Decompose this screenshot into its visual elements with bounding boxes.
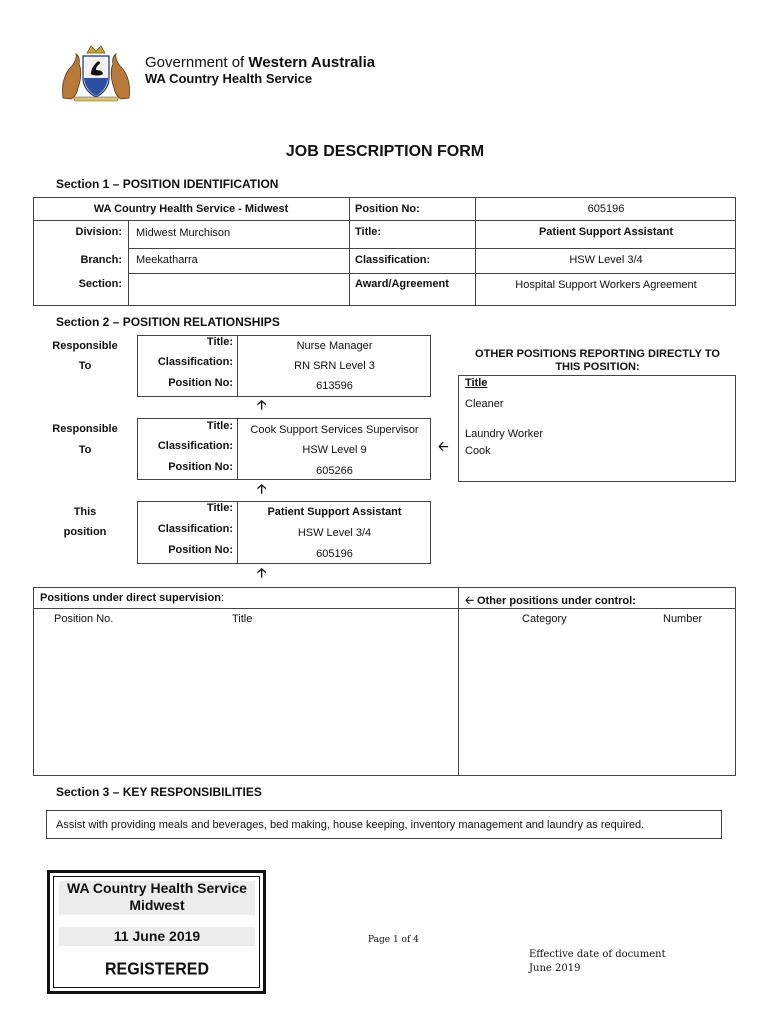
government-name bbox=[145, 54, 375, 71]
box-class-label: Classification: bbox=[157, 523, 233, 535]
branch-label: Branch: bbox=[80, 254, 122, 266]
responsibilities-text: Assist with providing meals and beverages, bed making, house keeping, inventory management and laundry as required. bbox=[56, 819, 645, 831]
other-position-item: Cleaner bbox=[465, 398, 504, 410]
box-posno-label: Position No: bbox=[168, 544, 233, 556]
col-number: Number bbox=[663, 613, 703, 625]
stamp-status: REGISTERED bbox=[104, 960, 209, 979]
government-prefix: Government of bbox=[145, 54, 249, 71]
box-posno-label: Position No: bbox=[168, 461, 233, 473]
box-class-value: HSW Level 9 bbox=[302, 444, 367, 456]
other-control-text: Other positions under control: bbox=[476, 595, 636, 607]
box-posno-value: 605266 bbox=[316, 465, 353, 477]
section2-heading: Section 2 – POSITION RELATIONSHIPS bbox=[56, 315, 280, 329]
box-title-label: Title: bbox=[206, 420, 233, 432]
table-divider bbox=[458, 587, 459, 776]
service-name: WA Country Health Service bbox=[145, 71, 313, 86]
box-posno-value: 605196 bbox=[316, 548, 353, 560]
box-title-label: Title: bbox=[206, 502, 233, 514]
award-label: Award/Agreement bbox=[355, 278, 449, 290]
box-class-label: Classification: bbox=[157, 356, 233, 368]
section-label: Section: bbox=[78, 278, 122, 290]
direct-supervision-text: Positions under direct supervision bbox=[40, 592, 221, 604]
left-arrow-icon: 🡠 bbox=[438, 439, 449, 454]
col-title: Title bbox=[232, 613, 253, 625]
classification-value: HSW Level 3/4 bbox=[569, 254, 643, 266]
effective-date-value: June 2019 bbox=[529, 963, 581, 974]
box-class-label: Classification: bbox=[157, 440, 233, 452]
relationship-left-label: This bbox=[73, 506, 97, 518]
box-posno-value: 613596 bbox=[316, 380, 353, 392]
relationship-left-label: Responsible bbox=[52, 340, 118, 352]
government-state: Western Australia bbox=[248, 54, 376, 71]
section1-heading: Section 1 – POSITION IDENTIFICATION bbox=[56, 177, 279, 191]
other-position-item: Laundry Worker bbox=[465, 428, 544, 440]
stamp-date: 11 June 2019 bbox=[113, 928, 201, 944]
title-label: Title: bbox=[355, 226, 382, 238]
box-title-value: Patient Support Assistant bbox=[267, 506, 402, 518]
stamp-org-line2: Midwest bbox=[129, 897, 185, 913]
up-arrow-icon: 🡡 bbox=[257, 397, 267, 412]
position-no-value: 605196 bbox=[587, 203, 625, 215]
up-arrow-icon: 🡡 bbox=[257, 481, 267, 496]
other-control-label bbox=[465, 592, 636, 611]
direct-supervision-label bbox=[40, 592, 224, 604]
other-positions-title-header: Title bbox=[465, 377, 488, 389]
box-class-value: RN SRN Level 3 bbox=[294, 360, 375, 372]
relationship-left-label: To bbox=[78, 360, 92, 372]
up-arrow-icon: 🡡 bbox=[257, 565, 267, 580]
table-divider bbox=[33, 220, 736, 221]
wa-government-crest bbox=[55, 44, 137, 102]
relationship-left-label: position bbox=[63, 526, 107, 538]
relationship-left-label: Responsible bbox=[52, 423, 118, 435]
col-position-no: Position No. bbox=[54, 613, 114, 625]
branch-value: Meekatharra bbox=[136, 254, 198, 266]
page-number: Page 1 of 4 bbox=[368, 935, 419, 945]
table-divider bbox=[349, 197, 350, 306]
box-posno-label: Position No: bbox=[168, 377, 233, 389]
box-title-label: Title: bbox=[206, 336, 233, 348]
classification-label: Classification: bbox=[355, 254, 431, 266]
other-positions-heading: OTHER POSITIONS REPORTING DIRECTLY TO bbox=[475, 348, 720, 360]
form-title: JOB DESCRIPTION FORM bbox=[285, 143, 485, 160]
org-name: WA Country Health Service - Midwest bbox=[93, 203, 289, 215]
table-divider bbox=[128, 248, 736, 249]
position-no-label: Position No: bbox=[355, 203, 420, 215]
table-divider bbox=[128, 273, 736, 274]
table-divider bbox=[128, 220, 129, 306]
division-value: Midwest Murchison bbox=[136, 227, 231, 239]
stamp-org-line1: WA Country Health Service bbox=[67, 880, 247, 896]
supervision-table bbox=[33, 587, 736, 776]
division-label: Division: bbox=[75, 226, 122, 238]
col-category: Category bbox=[522, 613, 567, 625]
relationship-left-label: To bbox=[78, 444, 92, 456]
effective-date-label: Effective date of document bbox=[529, 949, 666, 960]
title-value: Patient Support Assistant bbox=[538, 226, 674, 238]
left-arrow-icon: 🡠 bbox=[465, 595, 477, 607]
section3-heading: Section 3 – KEY RESPONSIBILITIES bbox=[56, 785, 262, 799]
box-title-value: Cook Support Services Supervisor bbox=[250, 424, 419, 436]
other-position-item: Cook bbox=[465, 445, 491, 457]
direct-supervision-colon: : bbox=[220, 592, 224, 604]
box-class-value: HSW Level 3/4 bbox=[297, 527, 372, 539]
other-positions-heading: THIS POSITION: bbox=[555, 361, 640, 373]
box-title-value: Nurse Manager bbox=[296, 340, 373, 352]
award-value: Hospital Support Workers Agreement bbox=[515, 279, 697, 291]
